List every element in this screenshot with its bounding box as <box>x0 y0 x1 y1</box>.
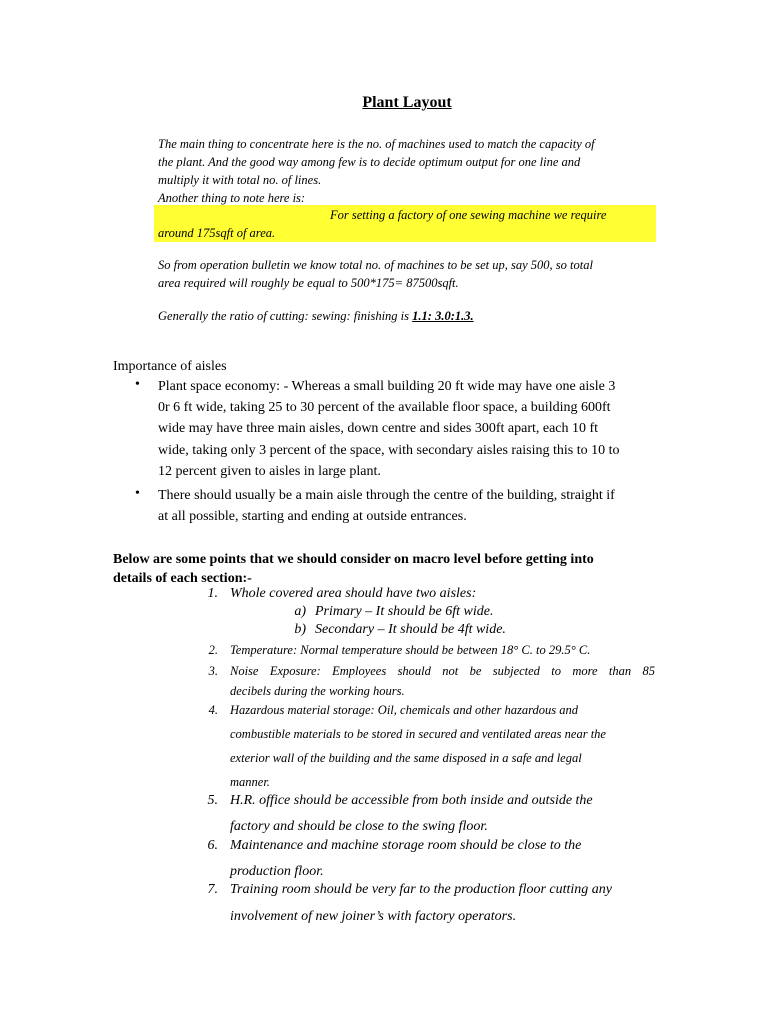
sub-item-label: b) <box>294 622 306 637</box>
bulletin-line-2: area required will roughly be equal to 500*175= 87500sqft. <box>158 276 459 290</box>
macro-heading-line-2: details of each section:- <box>113 571 252 586</box>
item-number: 2. <box>208 643 218 657</box>
item-6-line-1: Maintenance and machine storage room should be close to the <box>230 838 582 853</box>
item-7-line-2: involvement of new joiner’s with factory operators. <box>230 909 517 924</box>
item-number: 7. <box>207 882 218 897</box>
item-5-line-1: H.R. office should be accessible from both inside and outside the <box>230 793 593 808</box>
item-7-line-1: Training room should be very far to the production floor cutting any <box>230 882 612 897</box>
ratio-line <box>158 307 474 325</box>
item-4-line-1: Hazardous material storage: Oil, chemicals and other hazardous and <box>230 703 579 717</box>
page-title: Plant Layout <box>362 94 452 111</box>
item-number: 1. <box>207 586 218 601</box>
bullet2-line-2: at all possible, starting and ending at outside entrances. <box>158 509 467 524</box>
intro-line-3: multiply it with total no. of lines. <box>158 173 322 187</box>
sub-item-a-text: Primary – It should be 6ft wide. <box>315 604 494 619</box>
bullet-icon: • <box>135 486 140 501</box>
bullet1-line-4: wide, taking only 3 percent of the space, with secondary aisles raising this to 10 to <box>158 443 620 458</box>
item-3-line-1: Noise Exposure: Employees should not be subjected to more than 85 <box>230 664 655 678</box>
bullet2-line-1: There should usually be a main aisle through the centre of the building, straight if <box>158 488 615 503</box>
item-4-line-3: exterior wall of the building and the same disposed in a safe and legal <box>230 751 582 765</box>
bullet1-line-2: 0r 6 ft wide, taking 25 to 30 percent of the available floor space, a building 600ft <box>158 400 611 415</box>
aisles-heading: Importance of aisles <box>113 359 227 374</box>
bullet1-line-3: wide may have three main aisles, down centre and sides 300ft apart, each 10 ft <box>158 421 599 436</box>
item-1-text: Whole covered area should have two aisles: <box>230 586 477 601</box>
item-4-line-4: manner. <box>230 775 270 789</box>
sub-item-label: a) <box>294 604 306 619</box>
highlight-line-2: around 175sqft of area. <box>158 226 276 240</box>
item-6-line-2: production floor. <box>230 864 324 879</box>
item-number: 3. <box>208 664 218 678</box>
ratio-text: Generally the ratio of cutting: sewing: finishing is <box>158 309 413 323</box>
sub-item-b-text: Secondary – It should be 4ft wide. <box>315 622 506 637</box>
item-number: 5. <box>207 793 218 808</box>
ratio-value: 1.1: 3.0:1.3. <box>412 309 474 323</box>
intro-line-4: Another thing to note here is: <box>158 191 306 205</box>
item-2-text: Temperature: Normal temperature should be between 18° C. to 29.5° C. <box>230 643 591 657</box>
item-3-line-2: decibels during the working hours. <box>230 684 405 698</box>
intro-line-1: The main thing to concentrate here is the no. of machines used to match the capacity of <box>158 137 595 151</box>
bullet1-line-5: 12 percent given to aisles in large plant. <box>158 464 381 479</box>
item-4-line-2: combustible materials to be stored in secured and ventilated areas near the <box>230 727 606 741</box>
bullet-icon: • <box>135 377 140 392</box>
intro-line-2: the plant. And the good way among few is to decide optimum output for one line and <box>158 155 581 169</box>
macro-heading-line-1: Below are some points that we should consider on macro level before getting into <box>113 552 594 567</box>
item-5-line-2: factory and should be close to the swing floor. <box>230 819 488 834</box>
bulletin-line-1: So from operation bulletin we know total no. of machines to be set up, say 500, so total <box>158 258 593 272</box>
item-number: 6. <box>207 838 218 853</box>
highlight-line-1: For setting a factory of one sewing machine we require <box>330 208 607 222</box>
item-number: 4. <box>208 703 218 717</box>
bullet1-line-1: Plant space economy: - Whereas a small building 20 ft wide may have one aisle 3 <box>158 379 616 394</box>
